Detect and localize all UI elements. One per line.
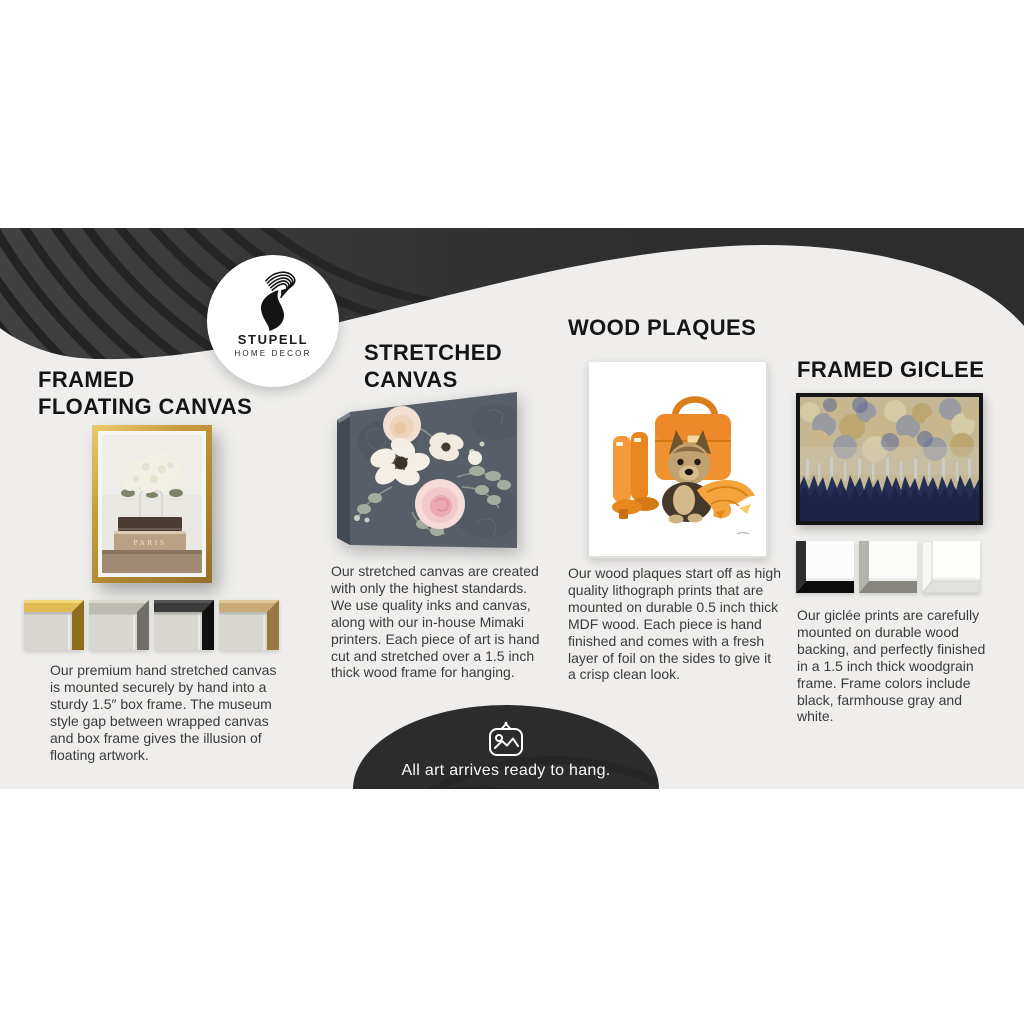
hydrangea-artwork [102, 435, 202, 573]
title-line: WOOD PLAQUES [568, 315, 757, 340]
title-line: FLOATING CANVAS [38, 394, 253, 419]
framed-picture-icon [484, 720, 528, 758]
s-body [261, 290, 284, 331]
brand-name: STUPELL [237, 332, 309, 347]
section-title-wood-plaques [568, 314, 756, 341]
description-framed-giclee: Our giclée prints are carefully mounted on durable wood backing, and perfectly finished in a 1.5 inch thick woodgrain frame. Frame colors include black, farmhouse gray and white. [797, 607, 986, 725]
title-line: STRETCHED [364, 340, 503, 365]
floral-canvas-artwork [337, 392, 517, 548]
abstract-giclee-artwork [800, 397, 979, 521]
frame-swatch-farmhouse-gray [859, 541, 917, 593]
frame-swatch-gold [24, 600, 84, 650]
section-title-framed-giclee [797, 356, 984, 383]
frame-swatch-silver [89, 600, 149, 650]
floating-gap [98, 431, 206, 577]
framed-giclee-product-image [796, 393, 983, 525]
top-white-band [0, 0, 1024, 228]
section-title-stretched-canvas [364, 339, 502, 393]
framed-floating-canvas-product-image [92, 425, 212, 583]
frame-swatch-champagne [219, 600, 279, 650]
description-stretched-canvas: Our stretched canvas are created with only the highest standards. We use quality inks and canvas, along with our in-house Mimaki printers. Each piece of art is hand cut and stretched over a 1.5 inch thick wood frame for hanging. [331, 563, 540, 681]
bottom-white-band [0, 789, 1024, 1024]
content-band [0, 228, 1024, 789]
frame-swatch-black [154, 600, 214, 650]
title-line: FRAMED [38, 367, 135, 392]
description-framed-floating-canvas: Our premium hand stretched canvas is mounted securely by hand into a sturdy 1.5″ box frame. The museum style gap between wrapped canvas and box frame gives the illusion of floating artwork. [50, 662, 277, 763]
frame-swatch-white [922, 541, 980, 593]
stupell-s-swoosh-icon [242, 265, 304, 331]
title-line: CANVAS [364, 367, 458, 392]
footer-dome [353, 705, 659, 789]
stretched-canvas-product-image [337, 392, 517, 548]
wood-plaque-product-image [589, 362, 768, 558]
orange-fashion-artwork [589, 362, 768, 558]
section-title-framed-floating-canvas [38, 366, 252, 420]
frame-swatch-black [796, 541, 854, 593]
floating-frame-color-swatches [24, 600, 279, 650]
brand-tagline: HOME DECOR [234, 349, 312, 358]
giclee-frame-color-swatches [796, 541, 980, 593]
description-wood-plaques: Our wood plaques start off as high quality lithograph prints that are mounted on durable 0.5 inch thick MDF wood. Each piece is hand finished and comes with a fresh layer of foil on the sides to give it a crisp clean look. [568, 565, 781, 683]
paris-book-label: PARIS [133, 538, 167, 547]
footer-note: All art arrives ready to hang. [401, 762, 611, 779]
title-line: FRAMED GICLEE [797, 357, 985, 382]
